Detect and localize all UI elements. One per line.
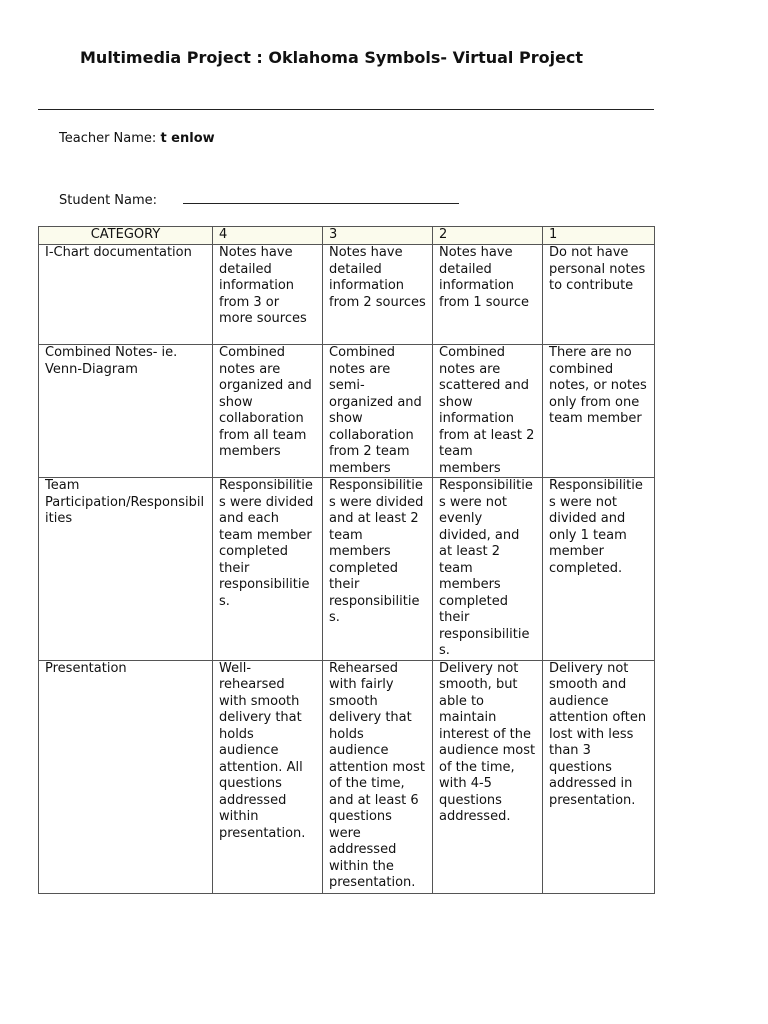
header-score-3: 3 [323,227,433,245]
row-category: Combined Notes- ie. Venn-Diagram [39,345,213,478]
rubric-row-presentation [39,660,655,893]
rubric-table [38,226,655,894]
rubric-row-combined-notes [39,345,655,478]
criterion-cell: Delivery not smooth, but able to maintain interest of the audience most of the time, with 4-5 questions addressed. [433,660,543,893]
row-category: I-Chart documentation [39,245,213,345]
teacher-name-value: t enlow [160,131,215,146]
criterion-cell: There are no combined notes, or notes only from one team member [543,345,655,478]
rubric-header-row [39,227,655,245]
criterion-cell: Responsibilities were divided and at least 2 team members completed their responsibilities. [323,478,433,661]
criterion-cell: Notes have detailed information from 3 or more sources [213,245,323,345]
horizontal-rule [38,109,654,110]
row-category: Presentation [39,660,213,893]
student-name-line [59,189,459,208]
criterion-cell: Combined notes are scattered and show information from at least 2 team members [433,345,543,478]
rubric-row-ichart [39,245,655,345]
criterion-cell: Rehearsed with fairly smooth delivery that holds audience attention most of the time, and at least 6 questions were addressed within the presentation. [323,660,433,893]
criterion-cell: Well-rehearsed with smooth delivery that holds audience attention. All questions addressed within presentation. [213,660,323,893]
student-name-label: Student Name: [59,193,158,208]
header-category: CATEGORY [39,227,213,245]
header-score-4: 4 [213,227,323,245]
criterion-cell: Responsibilities were not divided and only 1 team member completed. [543,478,655,661]
criterion-cell: Delivery not smooth and audience attention often lost with less than 3 questions addressed in presentation. [543,660,655,893]
student-name-blank [183,189,459,204]
criterion-cell: Combined notes are semi-organized and show collaboration from 2 team members [323,345,433,478]
header-score-2: 2 [433,227,543,245]
rubric-row-team-participation [39,478,655,661]
criterion-cell: Notes have detailed information from 1 source [433,245,543,345]
row-category: Team Participation/Responsibilities [39,478,213,661]
header-score-1: 1 [543,227,655,245]
document-title: Multimedia Project : Oklahoma Symbols- Virtual Project [80,48,584,67]
teacher-name-line [59,131,215,146]
criterion-cell: Responsibilities were divided and each team member completed their responsibilities. [213,478,323,661]
criterion-cell: Do not have personal notes to contribute [543,245,655,345]
criterion-cell: Responsibilities were not evenly divided, and at least 2 team members completed their responsibilities. [433,478,543,661]
criterion-cell: Notes have detailed information from 2 sources [323,245,433,345]
criterion-cell: Combined notes are organized and show collaboration from all team members [213,345,323,478]
teacher-name-label: Teacher Name: [59,131,157,146]
